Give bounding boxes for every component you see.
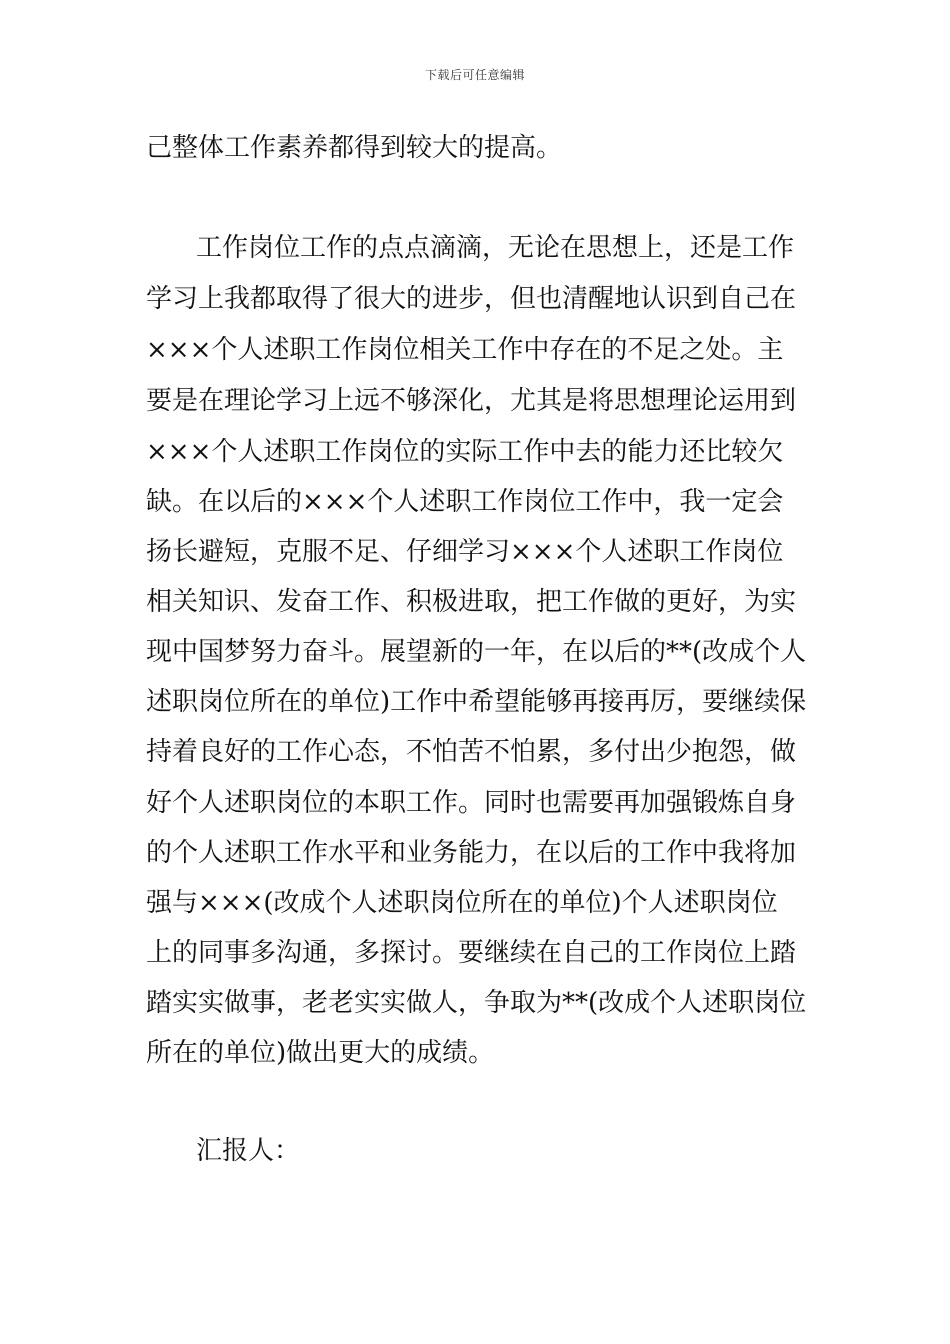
body-line-18: 所在的单位)做出更大的成绩。: [146, 1038, 495, 1068]
body-line-5: 要是在理论学习上远不够深化，尤其是将思想理论运用到: [146, 386, 797, 416]
body-line-6: ×××个人述职工作岗位的实际工作中去的能力还比较欠: [146, 437, 784, 467]
signature-label: 汇报人：: [196, 1136, 301, 1166]
body-line-1: 己整体工作素养都得到较大的提高。: [146, 133, 563, 163]
body-line-12: 持着良好的工作心态，不怕苦不怕累，多付出少抱怨，做: [146, 737, 797, 767]
body-line-8: 扬长避短，克服不足、仔细学习×××个人述职工作岗位: [146, 537, 784, 567]
body-line-7: 缺。在以后的×××个人述职工作岗位工作中，我一定会: [146, 487, 784, 517]
body-line-16: 上的同事多沟通，多探讨。要继续在自己的工作岗位上踏: [146, 938, 797, 968]
body-line-9: 相关知识、发奋工作、积极进取，把工作做的更好，为实: [146, 587, 797, 617]
body-line-14: 的个人述职工作水平和业务能力，在以后的工作中我将加: [146, 838, 797, 868]
body-line-4: ×××个人述职工作岗位相关工作中存在的不足之处。主: [146, 335, 784, 365]
body-line-15: 强与×××(改成个人述职岗位所在的单位)个人述职岗位: [146, 888, 778, 918]
body-line-11: 述职岗位所在的单位)工作中希望能够再接再厉，要继续保: [146, 687, 807, 717]
body-line-2: 工作岗位工作的点点滴滴，无论在思想上，还是工作: [196, 233, 795, 263]
body-line-17: 踏实实做事，老老实实做人，争取为**(改成个人述职岗位: [146, 988, 807, 1018]
page-header: 下载后可任意编辑: [424, 68, 525, 82]
body-line-13: 好个人述职岗位的本职工作。同时也需要再加强锻炼自身: [146, 788, 797, 818]
body-line-10: 现中国梦努力奋斗。展望新的一年，在以后的**(改成个人: [146, 637, 807, 667]
body-line-3: 学习上我都取得了很大的进步，但也清醒地认识到自己在: [146, 284, 797, 314]
